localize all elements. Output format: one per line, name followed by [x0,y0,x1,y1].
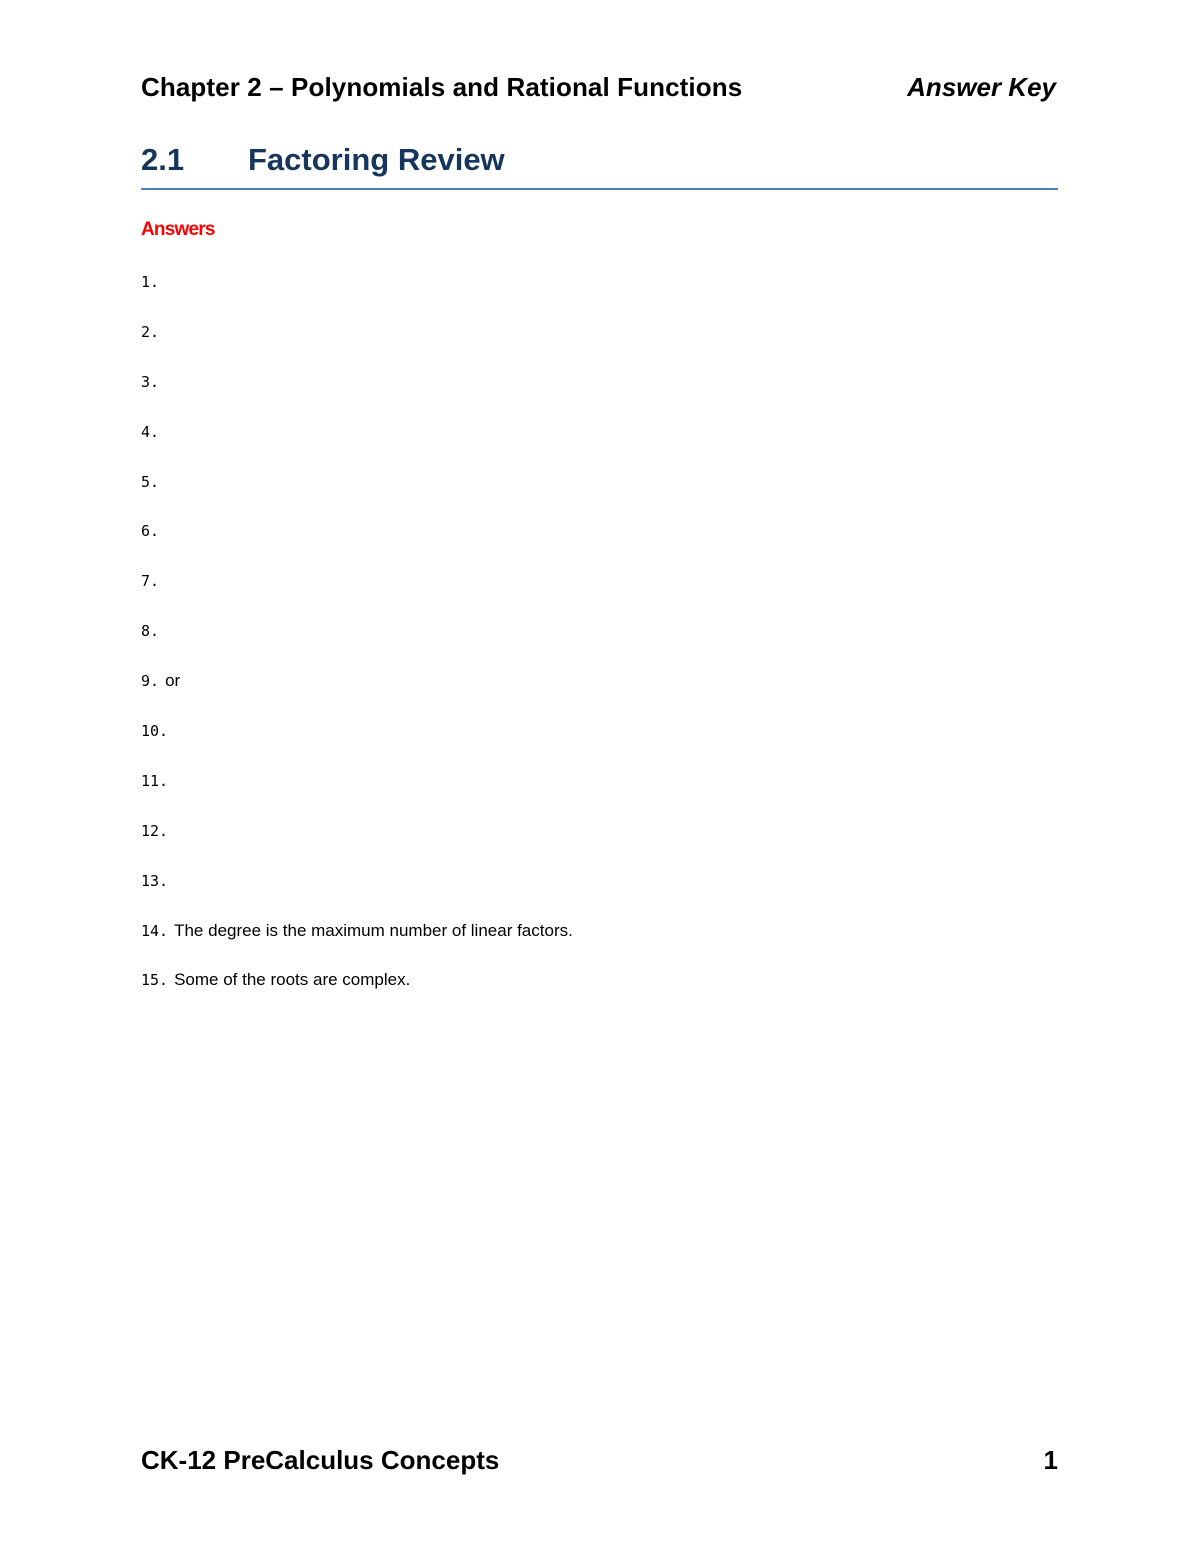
answer-number: 10. [141,722,169,741]
answer-number: 1. [141,273,160,291]
answer-number: 15. [141,971,169,990]
answer-item [141,769,1041,819]
section-number: 2.1 [141,142,185,177]
page-header [141,72,1056,112]
answer-item [141,819,1041,869]
answer-item [141,919,1041,969]
answer-item [141,470,1041,520]
answer-text: Some of the roots are complex. [174,970,411,990]
answer-item [141,270,1041,320]
answer-item [141,370,1041,420]
answer-item [141,968,1041,1018]
answer-list [141,270,1041,1018]
answer-item [141,569,1041,619]
answer-item [141,869,1041,919]
answer-number: 14. [141,921,169,940]
answers-heading: Answers [141,219,215,240]
answer-item [141,519,1041,569]
answer-text: The degree is the maximum number of linear factors. [174,920,573,940]
answer-number: 4. [141,422,160,441]
section-title: Factoring Review [248,142,505,177]
answer-number: 6. [141,522,160,541]
answer-number: 12. [141,821,169,840]
answer-number: 11. [141,771,169,790]
answer-item [141,420,1041,470]
footer-book-title: CK-12 PreCalculus Concepts [141,1445,500,1475]
answer-text: or [165,671,181,691]
footer-page-number: 1 [1043,1445,1058,1475]
answer-item [141,669,1041,719]
answer-number: 2. [141,322,160,341]
answer-number: 5. [141,472,160,491]
answer-key-label: Answer Key [907,72,1056,102]
chapter-title: Chapter 2 – Polynomials and Rational Functions [141,72,743,102]
answer-item [141,719,1041,769]
answer-number: 13. [141,871,169,890]
answer-number: 3. [141,372,160,391]
answer-number: 8. [141,622,160,641]
section-heading [141,142,1058,190]
answer-number: 7. [141,572,160,591]
answer-number: 9. [141,672,160,691]
answer-item [141,619,1041,669]
answer-item [141,320,1041,370]
